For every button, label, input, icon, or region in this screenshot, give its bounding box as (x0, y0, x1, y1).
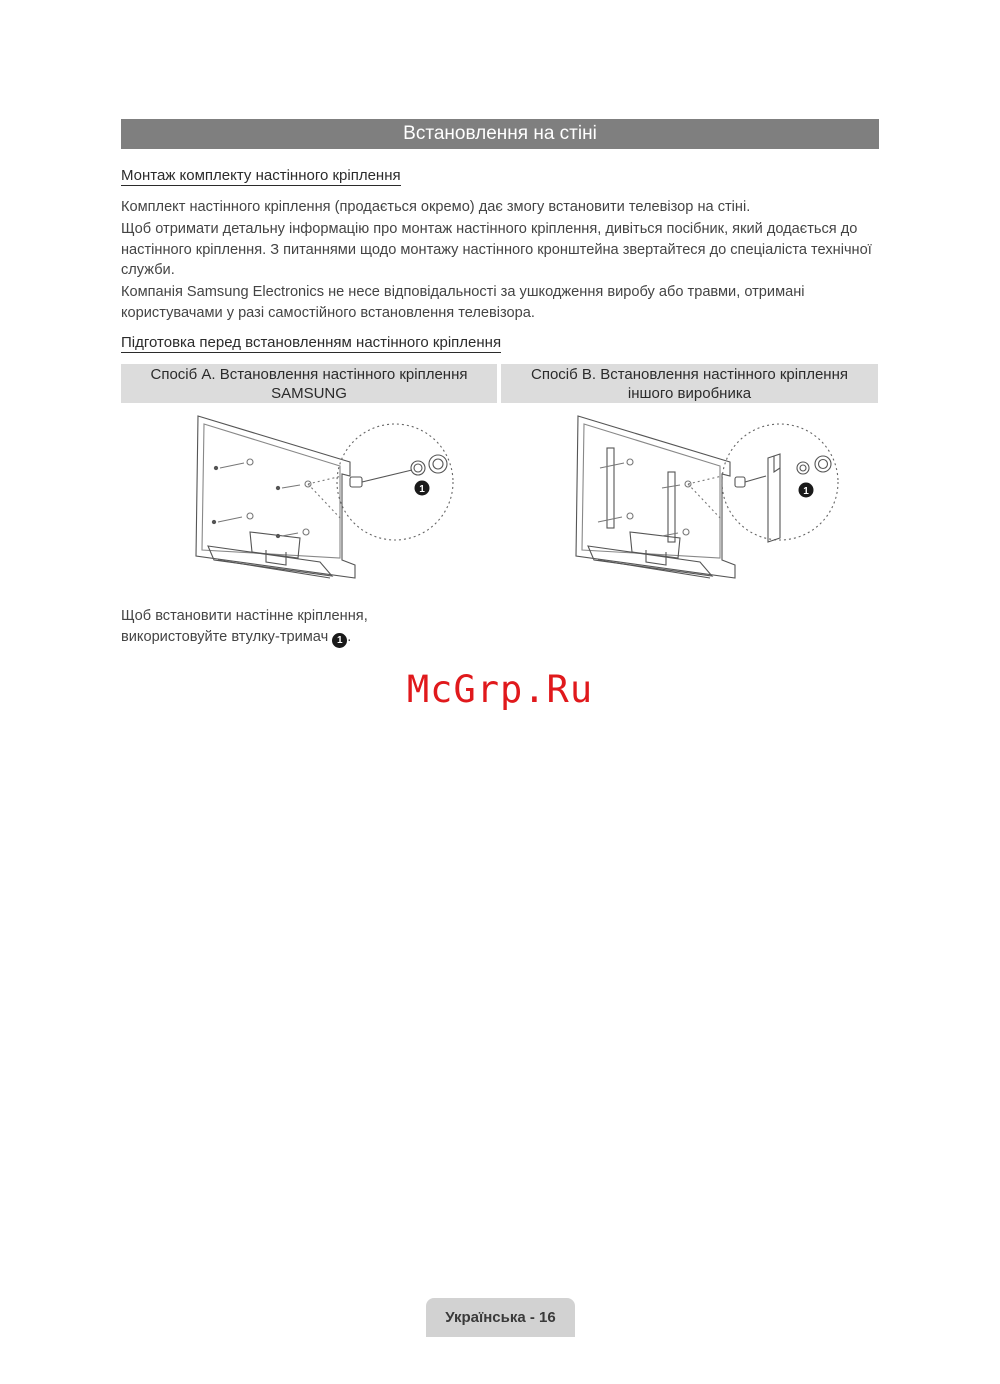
watermark-text: McGrp.Ru (406, 668, 594, 711)
caption-text: використовуйте втулку-тримач (121, 629, 329, 645)
caption-line-2 (121, 627, 368, 648)
callout-number-a: 1 (419, 484, 425, 495)
tv-back-diagram-method-a (190, 410, 470, 595)
page-footer-tab: Українська - 16 (426, 1298, 575, 1337)
paragraph-liability: Компанія Samsung Electronics не несе відповідальності за ушкодження виробу або травми, отримані користувачами у разі самостійного встановлення телевізора. (121, 284, 805, 321)
paragraph-kit-details: Щоб отримати детальну інформацію про монтаж настінного кріплення, дивіться посібник, який додається до настінного кріплення. З питаннями щодо монтажу настінного кронштейна звертайтеся до спеціаліста технічної служби. (121, 221, 872, 279)
section-heading-preparation: Підготовка перед встановленням настінного кріплення (121, 334, 502, 351)
callout-number-b: 1 (803, 486, 809, 497)
method-b-header (501, 364, 878, 403)
method-a-brand: SAMSUNG (271, 384, 347, 402)
method-a-caption (121, 606, 368, 648)
callout-number-icon: 1 (332, 633, 347, 648)
caption-line-1: Щоб встановити настінне кріплення, (121, 608, 368, 624)
method-b-title: Спосіб B. Встановлення настінного кріплення (530, 365, 848, 383)
method-a-header (121, 364, 497, 403)
tv-back-diagram-method-b (570, 410, 850, 595)
section-heading-wall-mount-kit: Монтаж комплекту настінного кріплення (121, 167, 401, 184)
method-b-subtitle: іншого виробника (627, 384, 752, 402)
caption-period: . (347, 629, 352, 645)
page-title: Встановлення на стіні (121, 119, 879, 149)
paragraph-kit-description: Комплект настінного кріплення (продається окремо) дає змогу встановити телевізор на стіні. (121, 199, 751, 215)
method-a-title: Спосіб A. Встановлення настінного кріплення (150, 365, 468, 383)
